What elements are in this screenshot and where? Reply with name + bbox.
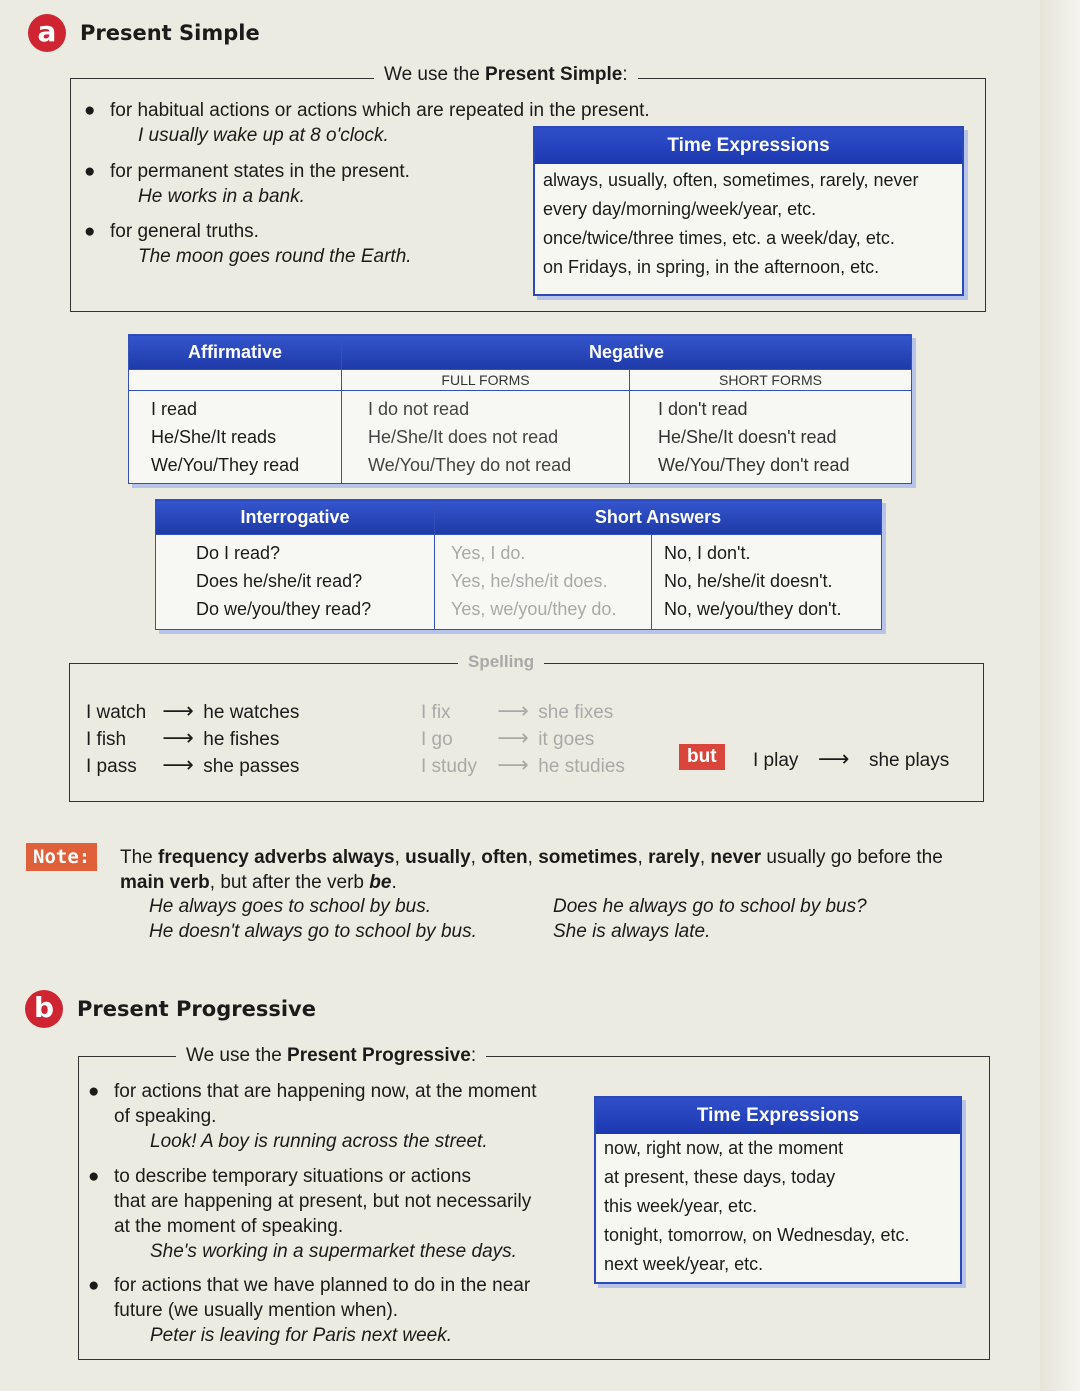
affirmative-cell: I read He/She/It reads We/You/They read [129, 391, 342, 484]
bullet-dot: ● [84, 221, 96, 242]
section-b-title: Present Progressive [77, 997, 316, 1021]
bullet-dot: ● [88, 1166, 100, 1187]
interrogative-header: Interrogative [156, 500, 435, 535]
bullet-a-1: ● for habitual actions or actions which are repeated in the present. I usually wake up at 8 o'clock. [84, 100, 650, 146]
affirmative-header: Affirmative [129, 335, 342, 370]
time-expressions-a-title: Time Expressions [535, 128, 962, 164]
yes-answers-cell: Yes, I do. Yes, he/she/it does. Yes, we/you/they do. [435, 535, 652, 630]
arrow-icon: ⟶ [817, 746, 850, 771]
section-a-letter: a [28, 14, 66, 52]
arrow-icon: ⟶ [162, 725, 194, 750]
bullet-dot: ● [88, 1275, 100, 1296]
te-b-line: next week/year, etc. [604, 1254, 764, 1274]
use-box-b-legend: We use the Present Progressive: [176, 1045, 486, 1067]
note-example: Does he always go to school by bus? [553, 896, 867, 917]
short-answers-header: Short Answers [435, 500, 882, 535]
arrow-icon: ⟶ [162, 752, 194, 777]
arrow-icon: ⟶ [497, 752, 529, 777]
no-answers-cell: No, I don't. No, he/she/it doesn't. No, we/you/they don't. [652, 535, 882, 630]
note-badge: Note: [26, 843, 97, 871]
bullet-a-2: ● for permanent states in the present. He works in a bank. [84, 161, 410, 207]
note-example: She is always late. [553, 921, 711, 942]
bullet-b-3: ● for actions that we have planned to do in the near future (we usually mention when). Peter is leaving for Paris next week. [88, 1275, 531, 1346]
section-b-letter: b [25, 990, 63, 1028]
te-a-line: always, usually, often, sometimes, rarely, never [543, 170, 919, 190]
spelling-middle: I fix ⟶ she fixes I go ⟶ it goes I study ⟶ he studies [421, 698, 625, 777]
te-b-line: tonight, tomorrow, on Wednesday, etc. [604, 1225, 910, 1245]
bullet-dot: ● [84, 100, 96, 121]
section-a-title: Present Simple [80, 21, 260, 45]
note-example: He always goes to school by bus. [149, 896, 431, 917]
spelling-title: Spelling [458, 652, 544, 672]
section-b-header [25, 990, 316, 1028]
bullet-a-3: ● for general truths. The moon goes round the Earth. [84, 221, 412, 267]
short-forms-label: SHORT FORMS [630, 370, 912, 391]
te-a-line: once/twice/three times, etc. a week/day, etc. [543, 228, 895, 248]
te-b-line: now, right now, at the moment [604, 1138, 844, 1158]
spelling-right: I play ⟶ she plays [753, 746, 950, 771]
spelling-left: I watch ⟶ he watches I fish ⟶ he fishes I pass ⟶ she passes [86, 698, 300, 777]
note-example: He doesn't always go to school by bus. [149, 921, 477, 942]
time-expressions-b-title: Time Expressions [596, 1098, 960, 1134]
arrow-icon: ⟶ [497, 698, 529, 723]
bullet-dot: ● [84, 161, 96, 182]
forms-table [128, 334, 912, 484]
time-expressions-a [533, 126, 964, 296]
te-a-line: on Fridays, in spring, in the afternoon, etc. [543, 257, 880, 277]
arrow-icon: ⟶ [497, 725, 529, 750]
question-table [155, 499, 882, 630]
te-b-line: at present, these days, today [604, 1167, 836, 1187]
negative-header: Negative [342, 335, 912, 370]
bullet-b-1: ● for actions that are happening now, at the moment of speaking. Look! A boy is running across the street. [88, 1081, 537, 1152]
page-edge [1040, 0, 1080, 1391]
negative-full-cell: I do not read He/She/It does not read We/You/They do not read [342, 391, 630, 484]
time-expressions-b [594, 1096, 962, 1284]
but-badge: but [679, 744, 725, 770]
bullet-dot: ● [88, 1081, 100, 1102]
bullet-b-2: ● to describe temporary situations or actions that are happening at present, but not necessarily at the moment of speaking. She's working in a supermarket these days. [88, 1166, 532, 1262]
use-box-a-legend: We use the Present Simple: [374, 64, 638, 86]
blank-subheader [129, 370, 342, 391]
negative-short-cell: I don't read He/She/It doesn't read We/You/They don't read [630, 391, 912, 484]
full-forms-label: FULL FORMS [342, 370, 630, 391]
arrow-icon: ⟶ [162, 698, 194, 723]
interrogative-cell: Do I read? Does he/she/it read? Do we/you/they read? [156, 535, 435, 630]
te-b-line: this week/year, etc. [604, 1196, 758, 1216]
section-a-header [28, 14, 260, 52]
te-a-line: every day/morning/week/year, etc. [543, 199, 817, 219]
note-text: The frequency adverbs always, usually, often, sometimes, rarely, never usually go before the main verb, but after the verb be. [120, 847, 943, 893]
